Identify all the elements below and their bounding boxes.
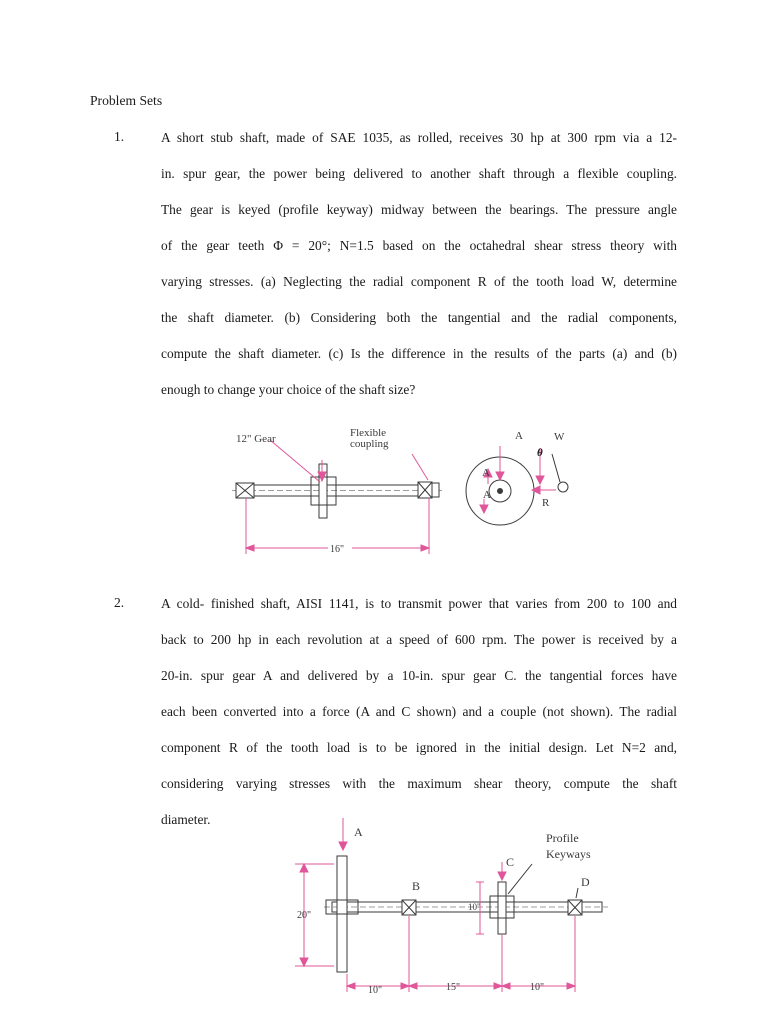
bearing-b <box>402 900 416 915</box>
problem-2-line: A cold- finished shaft, AISI 1141, is to transmit power that varies from 200 to 100 and <box>161 596 677 611</box>
label-a-lower: A <box>483 489 491 501</box>
label-r: R <box>542 497 550 509</box>
flexible-coupling <box>418 482 439 498</box>
page-heading: Problem Sets <box>90 93 163 108</box>
problem-2-line: each been converted into a force (A and C shown) and a couple (not shown). The radial <box>161 704 677 719</box>
label-b: B <box>412 879 421 893</box>
problem-1-line: enough to change your choice of the shaft size? <box>161 382 416 397</box>
label-a-top: A <box>515 430 523 442</box>
gear-label: 12" Gear <box>236 433 276 445</box>
label-theta: θ <box>537 447 543 459</box>
problem-2-text <box>161 595 677 847</box>
problem-1-figure <box>230 424 590 560</box>
problem-1-line: in. spur gear, the power being delivered to another shaft through a flexible coupling. <box>161 166 677 181</box>
left-bearing <box>236 483 254 498</box>
problem-2-line: considering varying stresses with the maximum shear theory, compute the shaft <box>161 776 677 791</box>
profile-keyways-label: Profile Keyways <box>546 831 591 861</box>
label-d: D <box>581 875 590 889</box>
label-a-upper: A <box>482 467 490 479</box>
problem-1-line: A short stub shaft, made of SAE 1035, as rolled, receives 30 hp at 300 rpm via a 12- <box>161 130 677 145</box>
problem-1-line: varying stresses. (a) Neglecting the radial component R of the tooth load W, determine <box>161 274 677 289</box>
dimension-10-gear-c: 10" <box>468 902 481 912</box>
problem-2-number: 2. <box>114 595 125 610</box>
dimension-20: 20" <box>297 910 312 921</box>
problem-2-line: diameter. <box>161 812 211 827</box>
problem-1-line: of the gear teeth Φ = 20°; N=1.5 based on the octahedral shear stress theory with <box>161 238 677 253</box>
label-c: C <box>506 855 515 869</box>
problem-1-line: The gear is keyed (profile keyway) midway between the bearings. The pressure angle <box>161 202 677 217</box>
gear-a <box>326 856 358 972</box>
dimension-10-cd: 10" <box>530 982 545 993</box>
label-a: A <box>354 825 363 839</box>
problem-2-figure <box>292 816 612 1006</box>
dimension-16: 16" <box>330 544 345 555</box>
bearing-d <box>568 900 582 915</box>
label-w: W <box>554 431 565 443</box>
problem-2-line: 20-in. spur gear A and delivered by a 10-in. spur gear C. the tangential forces have <box>161 668 677 683</box>
coupling-label: Flexible coupling <box>350 427 389 450</box>
problem-1-text <box>161 129 677 417</box>
dimension-15: 15" <box>446 982 461 993</box>
problem-1-line: the shaft diameter. (b) Considering both the tangential and the radial components, <box>161 310 677 325</box>
problem-1-line: compute the shaft diameter. (c) Is the difference in the results of the parts (a) and (b) <box>161 346 677 361</box>
problem-2-line: component R of the tooth load is to be ignored in the initial design. Let N=2 and, <box>161 740 677 755</box>
problem-1-number: 1. <box>114 129 125 144</box>
dimension-10-ab: 10" <box>368 985 383 996</box>
problem-2-line: back to 200 hp in each revolution at a speed of 600 rpm. The power is received by a <box>161 632 677 647</box>
